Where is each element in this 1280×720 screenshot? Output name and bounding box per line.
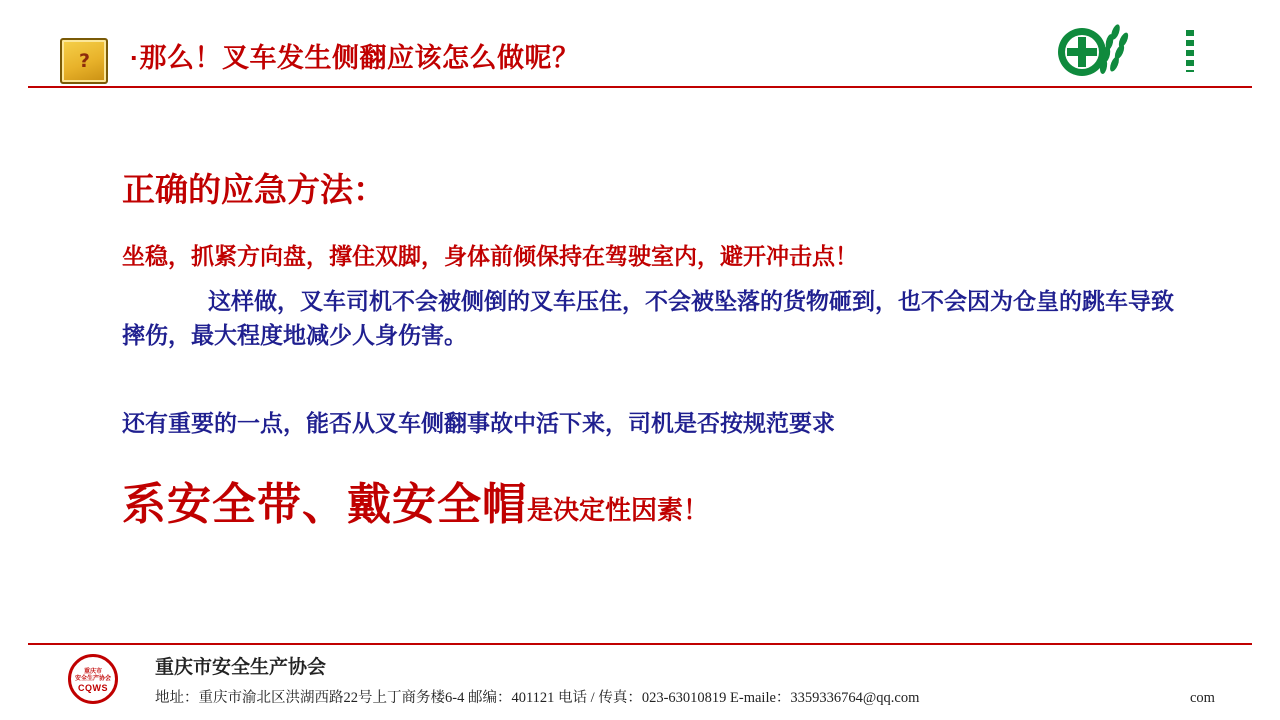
green-edge-marker xyxy=(1186,30,1194,72)
explanation-paragraph-1: 这样做，叉车司机不会被侧倒的叉车压住，不会被坠落的货物砸到，也不会因为仓皇的跳车导致摔伤，最大程度地减少人身伤害。 xyxy=(122,288,1174,348)
slide-content xyxy=(0,88,1280,628)
cross-horizontal-shape xyxy=(1067,48,1097,56)
explanation-paragraph-2: 还有重要的一点，能否从叉车侧翻事故中活下来，司机是否按规范要求 xyxy=(122,410,835,436)
footer-organization: 重庆市安全生产协会 xyxy=(155,657,327,678)
section-heading: 正确的应急方法： xyxy=(122,171,386,208)
seal-top-text: 重庆市 xyxy=(83,668,102,675)
safety-cross-wheat-logo xyxy=(1042,24,1142,80)
emphasis-small-text: 是决定性因素！ xyxy=(527,495,710,525)
question-block-icon: ? xyxy=(60,38,108,84)
page-title: ·那么！叉车发生侧翻应该怎么做呢？ xyxy=(130,43,580,73)
cqws-seal-logo xyxy=(62,652,124,708)
wheat-ear-icon xyxy=(1094,24,1138,80)
slide-header xyxy=(0,0,1280,88)
footer-address: 地址：重庆市渝北区洪湖西路22号上丁商务楼6-4 邮编：401121 电话 / 传真：023-63010819 E-maile：3359336764@qq.com xyxy=(155,690,920,706)
key-emphasis-line xyxy=(122,468,709,532)
emphasis-big-text: 系安全带、戴安全帽 xyxy=(122,480,527,529)
footer-divider xyxy=(28,643,1252,645)
seal-mid-text: 安全生产协会 xyxy=(74,675,111,682)
emergency-method-line: 坐稳，抓紧方向盘，撑住双脚，身体前倾保持在驾驶室内，避开冲击点！ xyxy=(122,243,858,269)
seal-abbr-text: CQWS xyxy=(78,682,108,693)
seal-inner-text xyxy=(62,652,124,708)
footer-tail-text: com xyxy=(1190,690,1215,706)
